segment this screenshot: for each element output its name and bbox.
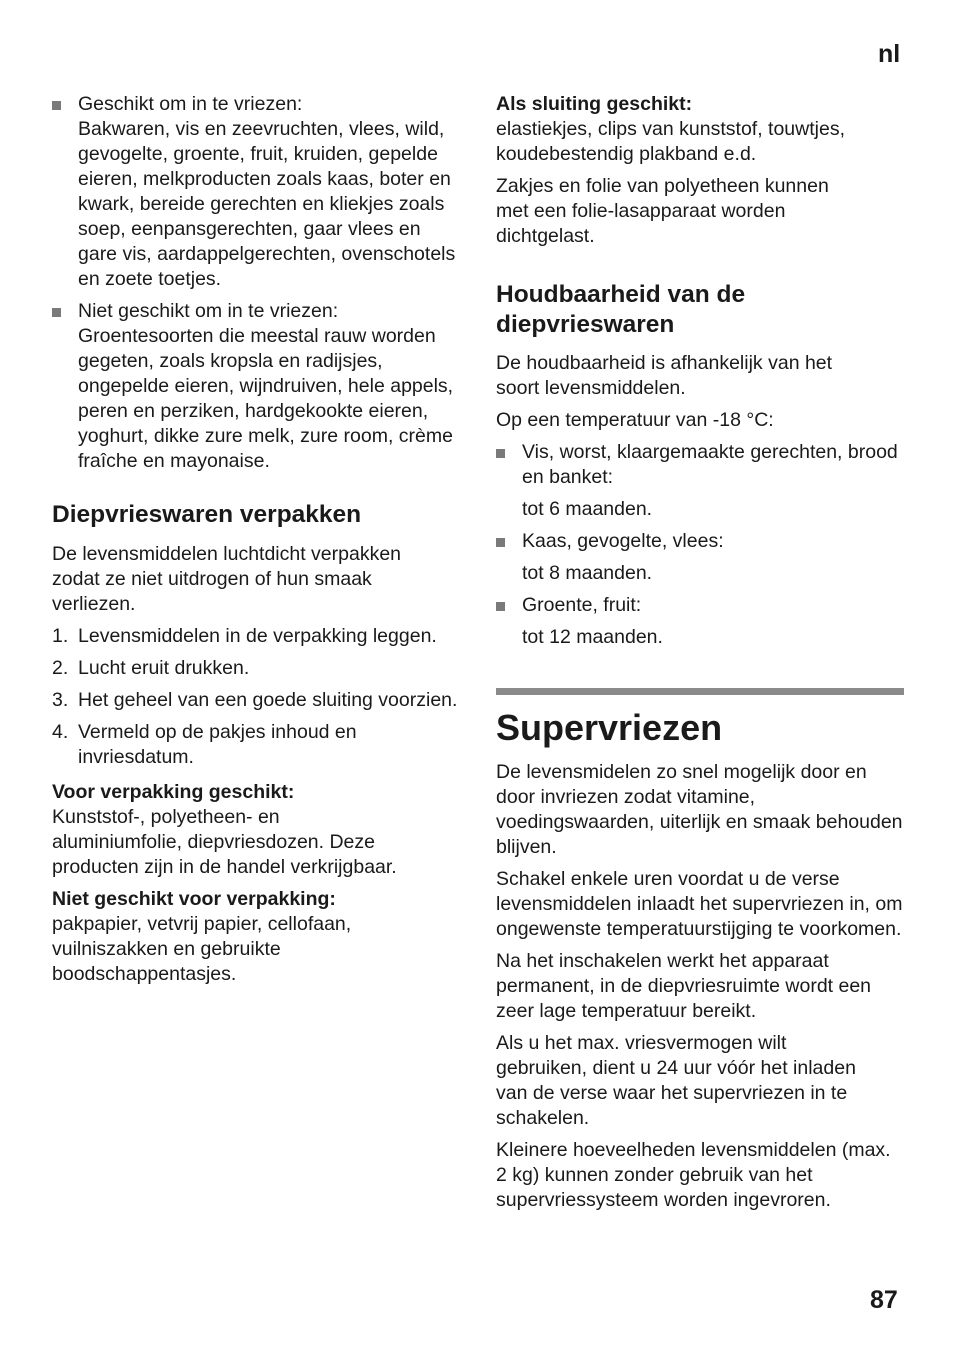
list-item [52,299,464,474]
step-item [52,656,464,681]
body-paragraph: Kleinere hoeveelheden levensmiddelen (max. 2 kg) kunnen zonder gebruik van het supervriessysteem worden ingevroren. [496,1139,891,1211]
shelf-intro: De houdbaarheid is afhankelijk van het soort levensmiddelen. [496,352,833,399]
section-title-supervriezen: Supervriezen [496,707,723,748]
temperature-line: Op een temperatuur van -18 °C: [496,409,774,431]
step-text: Levensmiddelen in de verpakking leggen. [78,625,437,647]
shelf-item-duration: tot 8 maanden. [522,562,653,584]
body-paragraph: Als u het max. vriesvermogen wilt gebruiken, dient u 24 uur vóór het inladen van de verse waar het supervriezen in te schakelen. [496,1032,856,1129]
suitable-label: Voor verpakking geschikt: [52,781,295,803]
section-heading-packaging: Diepvrieswaren verpakken [52,501,362,528]
language-code: nl [878,40,901,68]
step-number: 4. [52,721,69,743]
closure-label: Als sluiting geschikt: [496,93,693,115]
step-number: 3. [52,689,69,711]
shelf-item-label: Kaas, gevogelte, vlees: [522,530,724,552]
step-text: Lucht eruit drukken. [78,657,250,679]
body-paragraph: Schakel enkele uren voordat u de verse levensmiddelen inlaadt het supervriezen in, om ongewenste temperatuurstijging te voorkomen. [496,868,903,940]
shelf-item-label: Groente, fruit: [522,594,642,616]
bullet-head: Geschikt om in te vriezen: [78,93,303,115]
shelf-item-duration: tot 12 maanden. [522,626,663,648]
right-column [496,92,904,1220]
unsuitable-label: Niet geschikt voor verpakking: [52,888,336,910]
bullet-head: Niet geschikt om in te vriezen: [78,300,339,322]
step-number: 2. [52,657,69,679]
bullet-body: Groentesoorten die meestal rauw worden gegeten, zoals kropsla en radijsjes, ongepelde eieren, wijndruiven, hele appels, peren en perziken, hardgekookte eieren, yoghurt, dikke zure melk, zure room, crème fraîche en mayonaise. [78,325,454,472]
body-paragraph: Na het inschakelen werkt het apparaat permanent, in de diepvriesruimte wordt een zeer lage temperatuur bereikt. [496,950,872,1022]
list-item [496,440,904,490]
body-paragraph: De levensmidelen zo snel mogelijk door en door invriezen zodat vitamine, voedingswaarden, uiterlijk en smaak behouden blijven. [496,761,903,858]
unsuitable-block [52,887,412,987]
suitable-text: Kunststof-, polyetheen- en aluminiumfolie, diepvriesdozen. Deze producten zijn in de handel verkrijgbaar. [52,806,397,878]
closure-block [496,92,904,167]
intro-paragraph: De levensmiddelen luchtdicht verpakken zodat ze niet uitdrogen of hun smaak verliezen. [52,543,402,615]
page-number: 87 [870,1286,898,1314]
step-item [52,720,464,770]
section-divider [496,688,904,695]
step-item [52,688,464,713]
bags-paragraph: Zakjes en folie van polyetheen kunnen met een folie-lasapparaat worden dichtgelast. [496,175,829,247]
shelf-item-duration: tot 6 maanden. [522,498,653,520]
packaging-steps [52,624,464,770]
unsuitable-text: pakpapier, vetvrij papier, cellofaan, vuilniszakken en gebruikte boodschappentasjes. [52,913,352,985]
step-number: 1. [52,625,69,647]
step-text: Vermeld op de pakjes inhoud en invriesdatum. [78,721,357,768]
bullet-body: Bakwaren, vis en zeevruchten, vlees, wild, gevogelte, groente, fruit, kruiden, gepelde eieren, melkproducten zoals kaas, boter en kwark, bereide gerechten en kliekjes zoals soep, eenpansgerechten, gaar vlees en gare vis, aardappelgerechten, ovenschotels en zoete toetjes. [78,118,456,290]
shelf-item-label: Vis, worst, klaargemaakte gerechten, brood en banket: [522,441,898,488]
list-item [52,92,464,292]
step-item [52,624,464,649]
closure-text: elastiekjes, clips van kunststof, touwtjes, koudebestendig plakband e.d. [496,118,845,165]
left-column [52,92,464,994]
list-item [496,529,904,554]
suitable-block [52,780,397,880]
list-item [496,593,904,618]
step-text: Het geheel van een goede sluiting voorzien. [78,689,458,711]
section-heading-shelf-life: Houdbaarheid van de diepvrieswaren [496,281,746,338]
